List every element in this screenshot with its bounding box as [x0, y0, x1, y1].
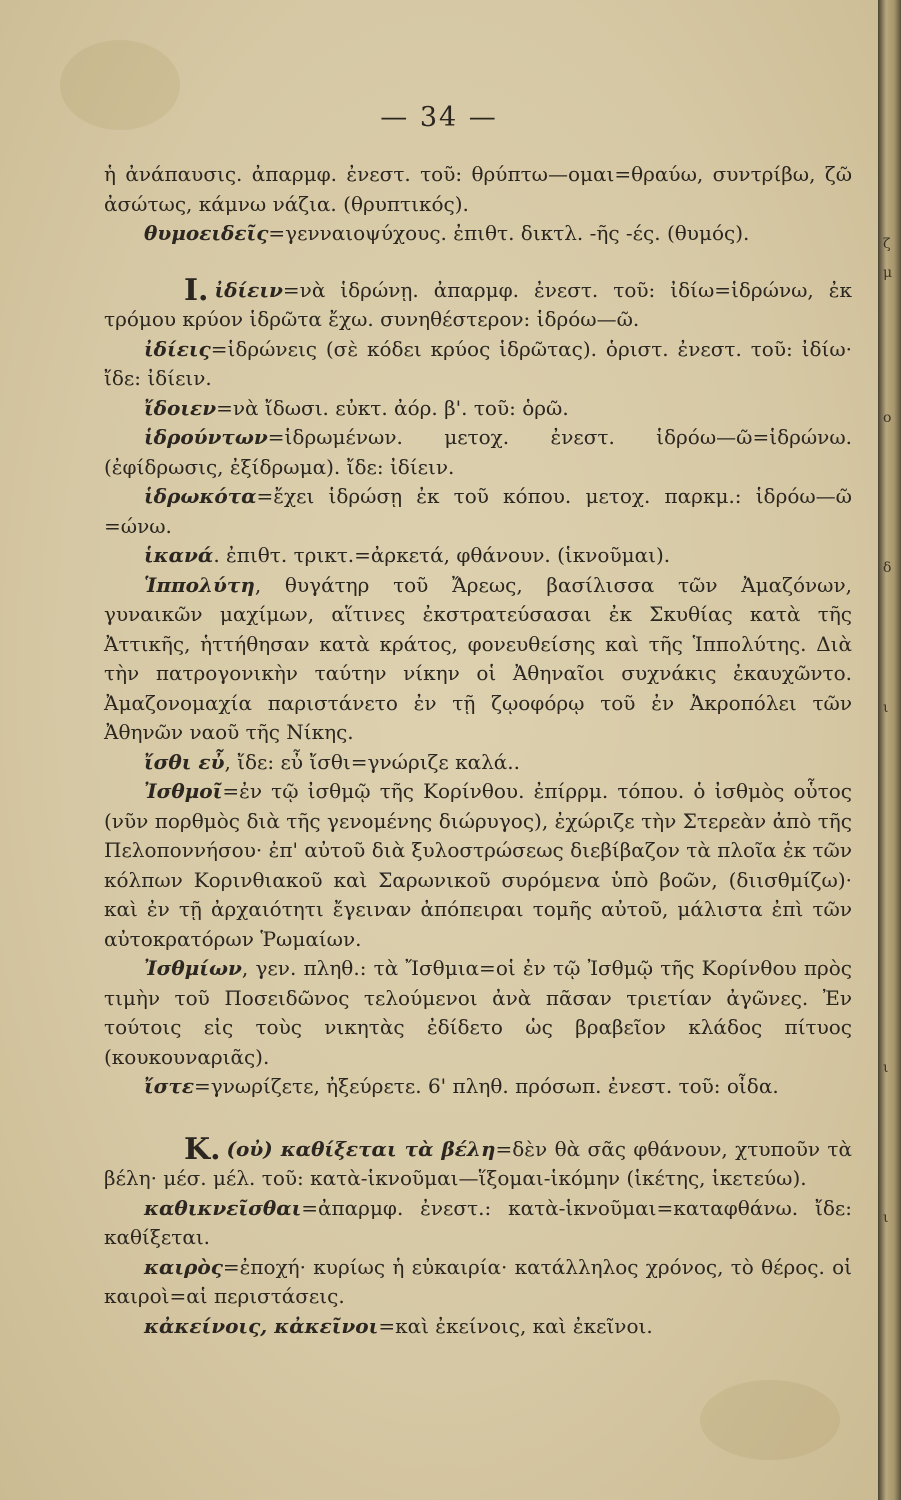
headword: καιρὸς: [144, 1254, 223, 1279]
entry: [104, 1312, 852, 1342]
entry-text: =γενναιοψύχους. ἐπιθτ. δικτλ. -ῆς -ές. (θυμός).: [268, 221, 750, 245]
edge-mark: δ: [883, 560, 892, 576]
headword: ἰδίειν: [214, 277, 283, 302]
entry-text: =ἔχει ἱδρώσῃ ἐκ τοῦ κόπου. μετοχ. παρκμ.: ἱδρόω—ῶ =ώνω.: [104, 484, 852, 538]
entry: [104, 273, 852, 335]
entry: [104, 1194, 852, 1253]
headword: ἱκανά: [144, 543, 214, 567]
edge-mark: ι: [883, 1210, 889, 1226]
headword: ἰδίεις: [144, 336, 211, 361]
headword: ἴδοιεν: [144, 395, 217, 420]
entry-text: =δὲν θὰ σᾶς φθάνουν, χτυποῦν τὰ βέλη· μέσ. μέλ. τοῦ: κατὰ-ἱκνοῦμαι—ἵξομαι-ἱκόμην (ἱκέτης, ἱκετεύω).: [104, 1136, 852, 1190]
entry-text: . ἐπιθτ. τρικτ.=ἀρκετά, φθάνουν. (ἱκνοῦμαι).: [213, 543, 671, 567]
entry: [104, 571, 852, 748]
entry-text: =γνωρίζετε, ἠξεύρετε. 6' πληθ. πρόσωπ. ἐνεστ. τοῦ: οἶδα.: [194, 1074, 779, 1098]
entry-text: =ἐν τῷ ἰσθμῷ τῆς Κορίνθου. ἐπίρρμ. τόπου. ὁ ἰσθμὸς οὗτος (νῦν πορθμὸς διὰ τῆς γενομένης διώρυγος), ἐχώριζε τὴν Στερεὰν ἀπὸ τῆς Πελοποννήσου· ἐπ' αὐτοῦ διὰ ξυλοστρώσεως διεβίβαζον τὰ πλοῖα ἐκ τῶν κόλπων Κορινθιακοῦ καὶ Σαρωνικοῦ συρόμενα ὑπὸ βοῶν, (διισθμίζω)· καὶ ἐν τῇ ἀρχαιότητι ἔγειναν ἀπόπειραι τομῆς αὐτοῦ, μάλιστα ἐπὶ τῶν αὐτοκρατόρων Ῥωμαίων.: [104, 779, 852, 951]
entry: [104, 423, 852, 482]
section-gap: [104, 249, 852, 273]
entry: [104, 482, 852, 541]
headword: Ἰσθμίων: [144, 956, 242, 980]
entry: [104, 1132, 852, 1194]
entry-text: , ἴδε: εὖ ἴσθι=γνώριζε καλά..: [224, 749, 520, 774]
section-initial: I.: [184, 272, 209, 308]
entry: [104, 1072, 852, 1102]
headword: (οὐ) καθίξεται τὰ βέλη: [226, 1136, 496, 1161]
headword: ἱδρούντων: [144, 425, 268, 449]
edge-mark: ζ: [883, 236, 891, 252]
edge-mark: ι: [883, 700, 889, 716]
entry-text: =ἐποχή· κυρίως ἡ εὐκαιρία· κατάλληλος χρόνος, τὸ θέρος. οἱ καιροὶ=αἱ περιστάσεις.: [104, 1254, 852, 1308]
headword: ἴσθι εὖ: [144, 749, 225, 774]
entry: [104, 219, 852, 249]
entry: [104, 1253, 852, 1312]
entry-text: =ἱδρωμένων. μετοχ. ἐνεστ. ἱδρόω—ῶ=ἱδρώνω. (ἐφίδρωσις, ἐξίδρωμα). ἴδε: ἰδίειν.: [104, 425, 852, 479]
edge-mark: ο: [883, 410, 892, 426]
headword: ἴστε: [144, 1074, 195, 1098]
entry-text: =ἀπαρμφ. ἐνεστ.: κατὰ-ἱκνοῦμαι=καταφθάνω. ἴδε: καθίξεται.: [104, 1195, 852, 1249]
entry: [104, 394, 852, 424]
entry-text: ἡ ἀνάπαυσις. ἀπαρμφ. ἐνεστ. τοῦ: θρύπτω—ομαι=θραύω, συντρίβω, ζῶ ἀσώτως, κάμνω νάζια. (θρυπτικός).: [104, 162, 852, 216]
facing-page-edge-text: [883, 0, 899, 1500]
entry: [104, 335, 852, 394]
entry: [104, 954, 852, 1072]
entry-text: , θυγάτηρ τοῦ Ἄρεως, βασίλισσα τῶν Ἀμαζόνων, γυναικῶν μαχίμων, αἵτινες ἐκστρατεύσασαι ἐκ Σκυθίας κατὰ τῆς Ἀττικῆς, ἡττήθησαν κατὰ κράτος, φονευθείσης καὶ τῆς Ἱππολύτης. Διὰ τὴν πατρογονικὴν ταύτην νίκην οἱ Ἀθηναῖοι συχνάκις ἐκαυχῶντο. Ἀμαζονομαχία παριστάνετο ἐν τῇ ζῳοφόρῳ τοῦ ἐν Ἀκροπόλει τῶν Ἀθηνῶν ναοῦ τῆς Νίκης.: [104, 572, 852, 744]
headword: κἀκείνοις, κἀκεῖνοι: [144, 1313, 379, 1338]
entry: [104, 541, 852, 571]
entry: [104, 777, 852, 954]
entry-text: =ἱδρώνεις (σὲ κόδει κρύος ἱδρῶτας). ὁριστ. ἐνεστ. τοῦ: ἰδίω· ἴδε: ἰδίειν.: [104, 336, 852, 390]
headword: Ἱππολύτη: [144, 572, 255, 597]
headword: θυμοειδεῖς: [144, 221, 269, 245]
section-gap: [104, 1102, 852, 1132]
edge-mark: μ: [883, 265, 893, 281]
edge-mark: ι: [883, 1060, 889, 1076]
paper-stain: [700, 1380, 840, 1460]
section-initial: Κ.: [184, 1131, 221, 1167]
entry-text: =νὰ ἱδρώνῃ. ἀπαρμφ. ἐνεστ. τοῦ: ἰδίω=ἱδρώνω, ἐκ τρόμου κρύον ἱδρῶτα ἔχω. συνηθέστερον: ἱδρόω—ῶ.: [104, 277, 852, 331]
entry: [104, 160, 852, 219]
headword: καθικνεῖσθαι: [144, 1195, 302, 1220]
page-number: — 34 —: [380, 102, 498, 133]
page-body: [104, 160, 852, 1341]
headword: ἱδρωκότα: [144, 484, 257, 508]
entry-text: =νὰ ἴδωσι. εὐκτ. ἀόρ. β'. τοῦ: ὁρῶ.: [216, 395, 569, 420]
headword: Ἰσθμοῖ: [144, 779, 223, 803]
entry-text: , γεν. πληθ.: τὰ Ἴσθμια=οἱ ἐν τῷ Ἰσθμῷ τῆς Κορίνθου πρὸς τιμὴν τοῦ Ποσειδῶνος τελούμενοι ἀνὰ πᾶσαν τριετίαν ἀγῶνες. Ἐν τούτοις εἰς τοὺς νικητὰς ἐδίδετο ὡς βραβεῖον κλάδος πίτυος (κουκουναριᾶς).: [104, 956, 852, 1069]
entry: [104, 748, 852, 778]
entry-text: =καὶ ἐκείνοις, καὶ ἐκεῖνοι.: [378, 1313, 653, 1338]
